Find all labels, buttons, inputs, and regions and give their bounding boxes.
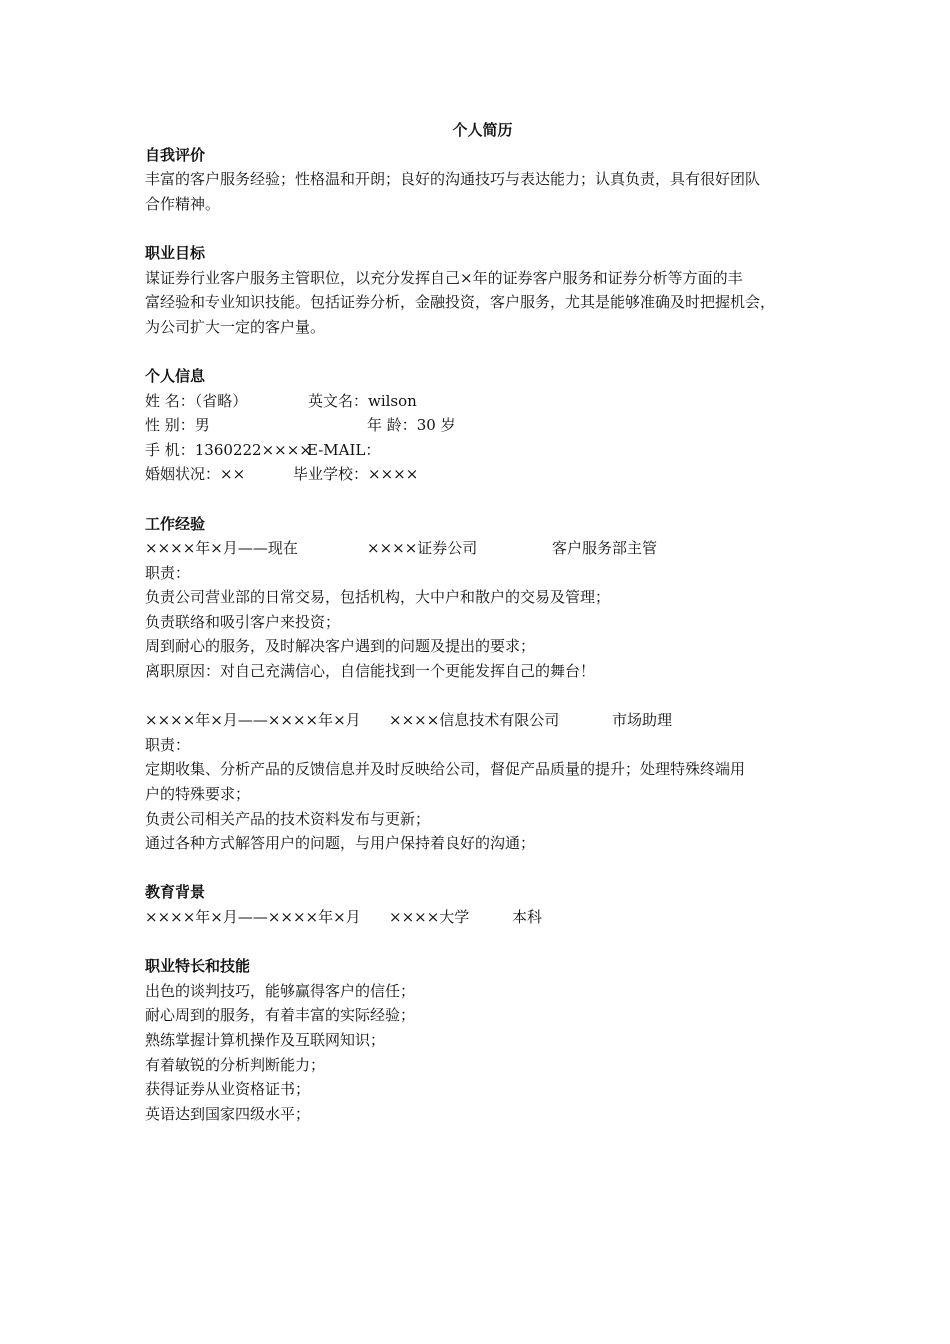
personal-info-row bbox=[145, 438, 820, 463]
work-exp-heading: 工作经验 bbox=[145, 514, 206, 533]
marital-status-field: 婚姻状况：×× bbox=[145, 465, 246, 484]
job-company: ××××信息技术有限公司 bbox=[389, 711, 560, 730]
resume-title: 个人简历 bbox=[452, 121, 513, 139]
career-goal-heading: 职业目标 bbox=[145, 243, 206, 262]
job-position: 市场助理 bbox=[612, 711, 673, 730]
personal-info-row bbox=[145, 462, 820, 487]
skills-heading: 职业特长和技能 bbox=[145, 957, 251, 976]
phone-field: 手 机：1360222×××× bbox=[145, 440, 312, 459]
duty-label: 职责： bbox=[145, 563, 191, 582]
education-degree: 本科 bbox=[512, 908, 543, 926]
education-school: ××××大学 bbox=[389, 908, 470, 926]
duty-label: 职责： bbox=[145, 735, 191, 754]
email-field: E-MAIL： bbox=[307, 440, 381, 459]
personal-info-row bbox=[145, 413, 820, 438]
job-header-row bbox=[145, 708, 820, 733]
job-position: 客户服务部主管 bbox=[552, 539, 658, 558]
job-company: ××××证券公司 bbox=[367, 539, 478, 558]
job-header-row bbox=[145, 536, 820, 561]
duty-line: 通过各种方式解答用户的问题，与用户保持着良好的沟通； bbox=[145, 834, 536, 853]
education-period: ××××年×月——××××年×月 bbox=[145, 908, 361, 926]
skill-line: 获得证券从业资格证书； bbox=[145, 1080, 311, 1099]
skill-line: 熟练掌握计算机操作及互联网知识； bbox=[145, 1030, 386, 1049]
job-period: ××××年×月——现在 bbox=[145, 539, 298, 558]
skill-line: 英语达到国家四级水平； bbox=[145, 1104, 311, 1123]
self-eval-line: 合作精神。 bbox=[145, 194, 221, 213]
leave-reason: 离职原因：对自己充满信心，自信能找到一个更能发挥自己的舞台！ bbox=[145, 662, 596, 681]
self-eval-heading: 自我评价 bbox=[145, 145, 206, 164]
education-row bbox=[145, 905, 820, 930]
gender-field: 性 别：男 bbox=[145, 416, 210, 435]
career-goal-line: 谋证券行业客户服务主管职位，以充分发挥自己×年的证券客户服务和证券分析等方面的丰 bbox=[145, 268, 743, 287]
career-goal-line: 富经验和专业知识技能。包括证券分析，金融投资，客户服务，尤其是能够准确及时把握机会， bbox=[145, 293, 776, 312]
job-period: ××××年×月——××××年×月 bbox=[145, 711, 361, 730]
personal-info-row bbox=[145, 389, 820, 414]
duty-line: 户的特殊要求； bbox=[145, 785, 251, 804]
duty-line: 负责联络和吸引客户来投资； bbox=[145, 612, 341, 631]
resume-document bbox=[145, 118, 820, 1126]
skill-line: 出色的谈判技巧，能够赢得客户的信任； bbox=[145, 981, 416, 1000]
duty-line: 定期收集、分析产品的反馈信息并及时反映给公司，督促产品质量的提升；处理特殊终端用 bbox=[145, 760, 746, 779]
school-field: 毕业学校：×××× bbox=[293, 465, 419, 484]
education-heading: 教育背景 bbox=[145, 883, 206, 902]
duty-line: 周到耐心的服务，及时解决客户遇到的问题及提出的要求； bbox=[145, 637, 536, 656]
duty-line: 负责公司营业部的日常交易，包括机构，大中户和散户的交易及管理； bbox=[145, 588, 611, 607]
self-eval-line: 丰富的客户服务经验；性格温和开朗；良好的沟通技巧与表达能力；认真负责，具有很好团队 bbox=[145, 170, 761, 189]
duty-line: 负责公司相关产品的技术资料发布与更新； bbox=[145, 809, 431, 828]
personal-info-heading: 个人信息 bbox=[145, 366, 206, 385]
skill-line: 耐心周到的服务，有着丰富的实际经验； bbox=[145, 1006, 416, 1025]
career-goal-line: 为公司扩大一定的客户量。 bbox=[145, 317, 326, 336]
age-field: 年 龄：30 岁 bbox=[367, 416, 456, 435]
skill-line: 有着敏锐的分析判断能力； bbox=[145, 1055, 326, 1074]
name-field: 姓 名：（省略） bbox=[145, 391, 248, 410]
english-name-field: 英文名：wilson bbox=[308, 391, 417, 410]
